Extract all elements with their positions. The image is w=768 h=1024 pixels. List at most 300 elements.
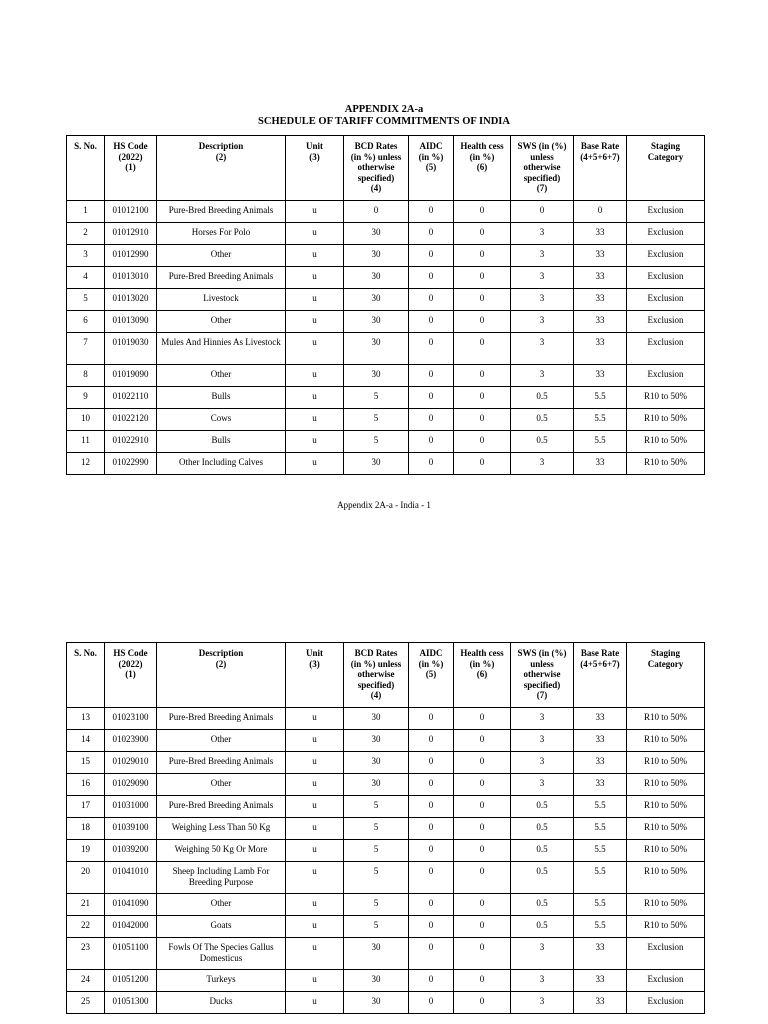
cell-unit: u	[286, 431, 344, 453]
col-header-description: Description (2)	[157, 643, 286, 708]
cell-sno: 13	[67, 708, 105, 730]
cell-sno: 3	[67, 245, 105, 267]
cell-bcd-rate: 5	[344, 409, 409, 431]
cell-sno: 6	[67, 311, 105, 333]
cell-hs-code: 01022990	[105, 453, 157, 475]
cell-staging-category: Exclusion	[627, 938, 705, 970]
cell-sws: 3	[511, 267, 574, 289]
table-row	[67, 201, 705, 223]
cell-description: Cows	[157, 409, 286, 431]
table-row	[67, 992, 705, 1014]
cell-base-rate: 33	[574, 267, 627, 289]
cell-sno: 22	[67, 916, 105, 938]
cell-unit: u	[286, 201, 344, 223]
cell-sno: 9	[67, 387, 105, 409]
cell-staging-category: Exclusion	[627, 267, 705, 289]
cell-sno: 18	[67, 818, 105, 840]
cell-staging-category: Exclusion	[627, 311, 705, 333]
schedule-title: SCHEDULE OF TARIFF COMMITMENTS OF INDIA	[258, 116, 510, 127]
cell-health-cess: 0	[454, 796, 511, 818]
cell-staging-category: R10 to 50%	[627, 431, 705, 453]
cell-bcd-rate: 30	[344, 938, 409, 970]
col-header-bcd-rates: BCD Rates (in %) unless otherwise specified) (4)	[344, 643, 409, 708]
col-header-hs-code: HS Code (2022) (1)	[105, 643, 157, 708]
cell-health-cess: 0	[454, 387, 511, 409]
cell-sws: 3	[511, 752, 574, 774]
cell-aidc: 0	[409, 862, 454, 894]
col-header-staging-category: Staging Category	[627, 643, 705, 708]
cell-bcd-rate: 30	[344, 223, 409, 245]
cell-health-cess: 0	[454, 201, 511, 223]
table-row	[67, 862, 705, 894]
table-row	[67, 333, 705, 365]
cell-aidc: 0	[409, 730, 454, 752]
cell-hs-code: 01031000	[105, 796, 157, 818]
cell-bcd-rate: 5	[344, 840, 409, 862]
cell-unit: u	[286, 840, 344, 862]
cell-bcd-rate: 5	[344, 916, 409, 938]
cell-sws: 3	[511, 365, 574, 387]
table-row	[67, 267, 705, 289]
cell-hs-code: 01041090	[105, 894, 157, 916]
cell-staging-category: Exclusion	[627, 223, 705, 245]
cell-health-cess: 0	[454, 708, 511, 730]
table-row	[67, 894, 705, 916]
cell-sws: 3	[511, 708, 574, 730]
tariff-table-page-1	[66, 135, 705, 475]
cell-hs-code: 01039200	[105, 840, 157, 862]
cell-health-cess: 0	[454, 245, 511, 267]
cell-aidc: 0	[409, 431, 454, 453]
cell-aidc: 0	[409, 267, 454, 289]
cell-description: Other	[157, 894, 286, 916]
cell-sno: 20	[67, 862, 105, 894]
tariff-table-page-2	[66, 642, 705, 1014]
cell-staging-category: R10 to 50%	[627, 409, 705, 431]
cell-base-rate: 33	[574, 245, 627, 267]
table-row	[67, 708, 705, 730]
cell-staging-category: Exclusion	[627, 245, 705, 267]
cell-unit: u	[286, 333, 344, 365]
cell-unit: u	[286, 311, 344, 333]
cell-base-rate: 0	[574, 201, 627, 223]
cell-sws: 3	[511, 938, 574, 970]
cell-hs-code: 01051300	[105, 992, 157, 1014]
cell-hs-code: 01023900	[105, 730, 157, 752]
cell-health-cess: 0	[454, 752, 511, 774]
cell-unit: u	[286, 894, 344, 916]
cell-hs-code: 01022120	[105, 409, 157, 431]
cell-base-rate: 33	[574, 333, 627, 365]
cell-unit: u	[286, 365, 344, 387]
cell-description: Bulls	[157, 431, 286, 453]
cell-sno: 15	[67, 752, 105, 774]
cell-sws: 3	[511, 453, 574, 475]
cell-sws: 3	[511, 774, 574, 796]
cell-bcd-rate: 0	[344, 201, 409, 223]
cell-sno: 17	[67, 796, 105, 818]
table-row	[67, 245, 705, 267]
cell-bcd-rate: 5	[344, 796, 409, 818]
cell-base-rate: 5.5	[574, 840, 627, 862]
cell-base-rate: 33	[574, 730, 627, 752]
cell-hs-code: 01012100	[105, 201, 157, 223]
cell-bcd-rate: 30	[344, 453, 409, 475]
cell-staging-category: Exclusion	[627, 970, 705, 992]
col-header-sws: SWS (in (%) unless otherwise specified) (7)	[511, 643, 574, 708]
cell-sws: 3	[511, 333, 574, 365]
cell-aidc: 0	[409, 818, 454, 840]
cell-sno: 16	[67, 774, 105, 796]
cell-sno: 10	[67, 409, 105, 431]
cell-staging-category: R10 to 50%	[627, 752, 705, 774]
cell-hs-code: 01012910	[105, 223, 157, 245]
cell-description: Weighing 50 Kg Or More	[157, 840, 286, 862]
table-row	[67, 752, 705, 774]
cell-description: Pure-Bred Breeding Animals	[157, 796, 286, 818]
cell-staging-category: R10 to 50%	[627, 894, 705, 916]
cell-sws: 0.5	[511, 409, 574, 431]
col-header-hs-code: HS Code (2022) (1)	[105, 136, 157, 201]
cell-base-rate: 33	[574, 223, 627, 245]
cell-aidc: 0	[409, 992, 454, 1014]
table-row	[67, 730, 705, 752]
cell-sws: 3	[511, 970, 574, 992]
cell-aidc: 0	[409, 201, 454, 223]
cell-bcd-rate: 30	[344, 970, 409, 992]
cell-bcd-rate: 30	[344, 992, 409, 1014]
cell-base-rate: 5.5	[574, 862, 627, 894]
cell-sws: 3	[511, 245, 574, 267]
cell-unit: u	[286, 245, 344, 267]
cell-description: Livestock	[157, 289, 286, 311]
cell-unit: u	[286, 796, 344, 818]
table-row	[67, 223, 705, 245]
cell-description: Sheep Including Lamb For Breeding Purpose	[157, 862, 286, 894]
cell-staging-category: R10 to 50%	[627, 774, 705, 796]
table-row	[67, 409, 705, 431]
table-header-row	[67, 643, 705, 708]
cell-unit: u	[286, 938, 344, 970]
cell-health-cess: 0	[454, 774, 511, 796]
col-header-base-rate: Base Rate (4+5+6+7)	[574, 136, 627, 201]
cell-health-cess: 0	[454, 223, 511, 245]
cell-base-rate: 33	[574, 992, 627, 1014]
cell-staging-category: Exclusion	[627, 201, 705, 223]
cell-sno: 11	[67, 431, 105, 453]
cell-bcd-rate: 30	[344, 708, 409, 730]
cell-aidc: 0	[409, 365, 454, 387]
cell-hs-code: 01013020	[105, 289, 157, 311]
cell-health-cess: 0	[454, 409, 511, 431]
cell-description: Turkeys	[157, 970, 286, 992]
col-header-health-cess: Health cess (in %) (6)	[454, 136, 511, 201]
cell-description: Mules And Hinnies As Livestock	[157, 333, 286, 365]
cell-sno: 24	[67, 970, 105, 992]
cell-unit: u	[286, 730, 344, 752]
cell-base-rate: 5.5	[574, 387, 627, 409]
cell-bcd-rate: 5	[344, 894, 409, 916]
cell-hs-code: 01019030	[105, 333, 157, 365]
cell-unit: u	[286, 409, 344, 431]
cell-staging-category: Exclusion	[627, 992, 705, 1014]
cell-health-cess: 0	[454, 818, 511, 840]
cell-sno: 5	[67, 289, 105, 311]
cell-base-rate: 33	[574, 774, 627, 796]
cell-health-cess: 0	[454, 431, 511, 453]
cell-sws: 3	[511, 992, 574, 1014]
cell-aidc: 0	[409, 840, 454, 862]
col-header-unit: Unit (3)	[286, 643, 344, 708]
cell-health-cess: 0	[454, 938, 511, 970]
cell-base-rate: 33	[574, 289, 627, 311]
cell-bcd-rate: 5	[344, 431, 409, 453]
cell-hs-code: 01029010	[105, 752, 157, 774]
cell-unit: u	[286, 223, 344, 245]
cell-health-cess: 0	[454, 970, 511, 992]
cell-description: Other	[157, 245, 286, 267]
cell-unit: u	[286, 774, 344, 796]
cell-aidc: 0	[409, 223, 454, 245]
cell-health-cess: 0	[454, 311, 511, 333]
cell-description: Other	[157, 730, 286, 752]
table-header-row	[67, 136, 705, 201]
cell-description: Pure-Bred Breeding Animals	[157, 267, 286, 289]
cell-bcd-rate: 30	[344, 333, 409, 365]
cell-sno: 7	[67, 333, 105, 365]
cell-health-cess: 0	[454, 289, 511, 311]
cell-bcd-rate: 30	[344, 730, 409, 752]
cell-unit: u	[286, 752, 344, 774]
cell-sno: 21	[67, 894, 105, 916]
cell-base-rate: 5.5	[574, 796, 627, 818]
cell-description: Other Including Calves	[157, 453, 286, 475]
cell-base-rate: 33	[574, 970, 627, 992]
cell-description: Other	[157, 365, 286, 387]
cell-staging-category: R10 to 50%	[627, 840, 705, 862]
cell-sno: 1	[67, 201, 105, 223]
cell-sws: 3	[511, 730, 574, 752]
cell-health-cess: 0	[454, 730, 511, 752]
cell-hs-code: 01041010	[105, 862, 157, 894]
cell-unit: u	[286, 970, 344, 992]
cell-unit: u	[286, 818, 344, 840]
cell-sno: 23	[67, 938, 105, 970]
cell-aidc: 0	[409, 289, 454, 311]
table-row	[67, 387, 705, 409]
cell-aidc: 0	[409, 916, 454, 938]
cell-description: Goats	[157, 916, 286, 938]
cell-staging-category: R10 to 50%	[627, 796, 705, 818]
col-header-sws: SWS (in (%) unless otherwise specified) (7)	[511, 136, 574, 201]
table-row	[67, 938, 705, 970]
cell-health-cess: 0	[454, 267, 511, 289]
cell-unit: u	[286, 387, 344, 409]
cell-sws: 0.5	[511, 796, 574, 818]
table-row	[67, 289, 705, 311]
cell-staging-category: R10 to 50%	[627, 730, 705, 752]
cell-description: Pure-Bred Breeding Animals	[157, 708, 286, 730]
cell-hs-code: 01051200	[105, 970, 157, 992]
cell-health-cess: 0	[454, 992, 511, 1014]
col-header-sno: S. No.	[67, 643, 105, 708]
cell-unit: u	[286, 992, 344, 1014]
table-row	[67, 311, 705, 333]
cell-bcd-rate: 30	[344, 774, 409, 796]
cell-sno: 8	[67, 365, 105, 387]
page-footer: Appendix 2A-a - India - 1	[337, 500, 431, 510]
col-header-aidc: AIDC (in %) (5)	[409, 136, 454, 201]
table-row	[67, 431, 705, 453]
cell-hs-code: 01029090	[105, 774, 157, 796]
cell-aidc: 0	[409, 453, 454, 475]
cell-aidc: 0	[409, 311, 454, 333]
cell-description: Weighing Less Than 50 Kg	[157, 818, 286, 840]
cell-base-rate: 33	[574, 365, 627, 387]
cell-aidc: 0	[409, 245, 454, 267]
cell-unit: u	[286, 862, 344, 894]
col-header-staging-category: Staging Category	[627, 136, 705, 201]
table-row	[67, 818, 705, 840]
cell-hs-code: 01022110	[105, 387, 157, 409]
cell-bcd-rate: 5	[344, 862, 409, 894]
cell-unit: u	[286, 708, 344, 730]
cell-staging-category: R10 to 50%	[627, 387, 705, 409]
cell-base-rate: 5.5	[574, 818, 627, 840]
table-row	[67, 365, 705, 387]
cell-hs-code: 01012990	[105, 245, 157, 267]
cell-staging-category: R10 to 50%	[627, 862, 705, 894]
cell-sws: 0.5	[511, 387, 574, 409]
cell-health-cess: 0	[454, 840, 511, 862]
col-header-base-rate: Base Rate (4+5+6+7)	[574, 643, 627, 708]
col-header-unit: Unit (3)	[286, 136, 344, 201]
cell-sws: 0.5	[511, 818, 574, 840]
col-header-health-cess: Health cess (in %) (6)	[454, 643, 511, 708]
cell-sno: 12	[67, 453, 105, 475]
cell-description: Ducks	[157, 992, 286, 1014]
cell-sws: 0.5	[511, 840, 574, 862]
cell-base-rate: 33	[574, 311, 627, 333]
cell-health-cess: 0	[454, 894, 511, 916]
cell-health-cess: 0	[454, 365, 511, 387]
cell-sws: 0.5	[511, 916, 574, 938]
cell-sws: 0.5	[511, 894, 574, 916]
cell-sno: 2	[67, 223, 105, 245]
cell-staging-category: R10 to 50%	[627, 916, 705, 938]
cell-hs-code: 01022910	[105, 431, 157, 453]
cell-unit: u	[286, 267, 344, 289]
col-header-description: Description (2)	[157, 136, 286, 201]
cell-hs-code: 01023100	[105, 708, 157, 730]
cell-aidc: 0	[409, 938, 454, 970]
cell-health-cess: 0	[454, 453, 511, 475]
col-header-bcd-rates: BCD Rates (in %) unless otherwise specified) (4)	[344, 136, 409, 201]
cell-description: Pure-Bred Breeding Animals	[157, 752, 286, 774]
cell-base-rate: 33	[574, 453, 627, 475]
cell-sws: 0	[511, 201, 574, 223]
cell-base-rate: 5.5	[574, 431, 627, 453]
cell-hs-code: 01042000	[105, 916, 157, 938]
cell-unit: u	[286, 289, 344, 311]
cell-aidc: 0	[409, 894, 454, 916]
cell-unit: u	[286, 916, 344, 938]
cell-description: Pure-Bred Breeding Animals	[157, 201, 286, 223]
table-row	[67, 970, 705, 992]
cell-sno: 25	[67, 992, 105, 1014]
cell-sws: 0.5	[511, 862, 574, 894]
cell-bcd-rate: 30	[344, 365, 409, 387]
cell-aidc: 0	[409, 752, 454, 774]
cell-staging-category: Exclusion	[627, 289, 705, 311]
cell-aidc: 0	[409, 796, 454, 818]
cell-health-cess: 0	[454, 862, 511, 894]
col-header-sno: S. No.	[67, 136, 105, 201]
cell-aidc: 0	[409, 409, 454, 431]
cell-aidc: 0	[409, 970, 454, 992]
cell-health-cess: 0	[454, 916, 511, 938]
appendix-title: APPENDIX 2A-a	[344, 104, 424, 115]
cell-base-rate: 33	[574, 938, 627, 970]
cell-sws: 3	[511, 223, 574, 245]
cell-sws: 0.5	[511, 431, 574, 453]
cell-health-cess: 0	[454, 333, 511, 365]
document-title	[0, 104, 768, 128]
cell-sno: 14	[67, 730, 105, 752]
cell-sws: 3	[511, 311, 574, 333]
cell-description: Fowls Of The Species Gallus Domesticus	[157, 938, 286, 970]
cell-aidc: 0	[409, 333, 454, 365]
cell-sno: 19	[67, 840, 105, 862]
cell-hs-code: 01013090	[105, 311, 157, 333]
cell-bcd-rate: 30	[344, 289, 409, 311]
cell-sno: 4	[67, 267, 105, 289]
cell-bcd-rate: 30	[344, 311, 409, 333]
cell-hs-code: 01013010	[105, 267, 157, 289]
table-row	[67, 916, 705, 938]
table-row	[67, 774, 705, 796]
cell-bcd-rate: 5	[344, 818, 409, 840]
cell-aidc: 0	[409, 774, 454, 796]
cell-aidc: 0	[409, 387, 454, 409]
cell-hs-code: 01039100	[105, 818, 157, 840]
cell-hs-code: 01019090	[105, 365, 157, 387]
cell-base-rate: 33	[574, 708, 627, 730]
cell-sws: 3	[511, 289, 574, 311]
table-row	[67, 453, 705, 475]
cell-bcd-rate: 30	[344, 752, 409, 774]
cell-bcd-rate: 30	[344, 245, 409, 267]
cell-description: Other	[157, 774, 286, 796]
cell-staging-category: Exclusion	[627, 333, 705, 365]
cell-description: Bulls	[157, 387, 286, 409]
cell-description: Horses For Polo	[157, 223, 286, 245]
cell-base-rate: 5.5	[574, 409, 627, 431]
cell-staging-category: R10 to 50%	[627, 818, 705, 840]
col-header-aidc: AIDC (in %) (5)	[409, 643, 454, 708]
cell-unit: u	[286, 453, 344, 475]
table-row	[67, 796, 705, 818]
cell-base-rate: 33	[574, 752, 627, 774]
cell-hs-code: 01051100	[105, 938, 157, 970]
cell-staging-category: R10 to 50%	[627, 708, 705, 730]
cell-staging-category: Exclusion	[627, 365, 705, 387]
cell-bcd-rate: 30	[344, 267, 409, 289]
cell-bcd-rate: 5	[344, 387, 409, 409]
cell-base-rate: 5.5	[574, 916, 627, 938]
table-row	[67, 840, 705, 862]
cell-description: Other	[157, 311, 286, 333]
